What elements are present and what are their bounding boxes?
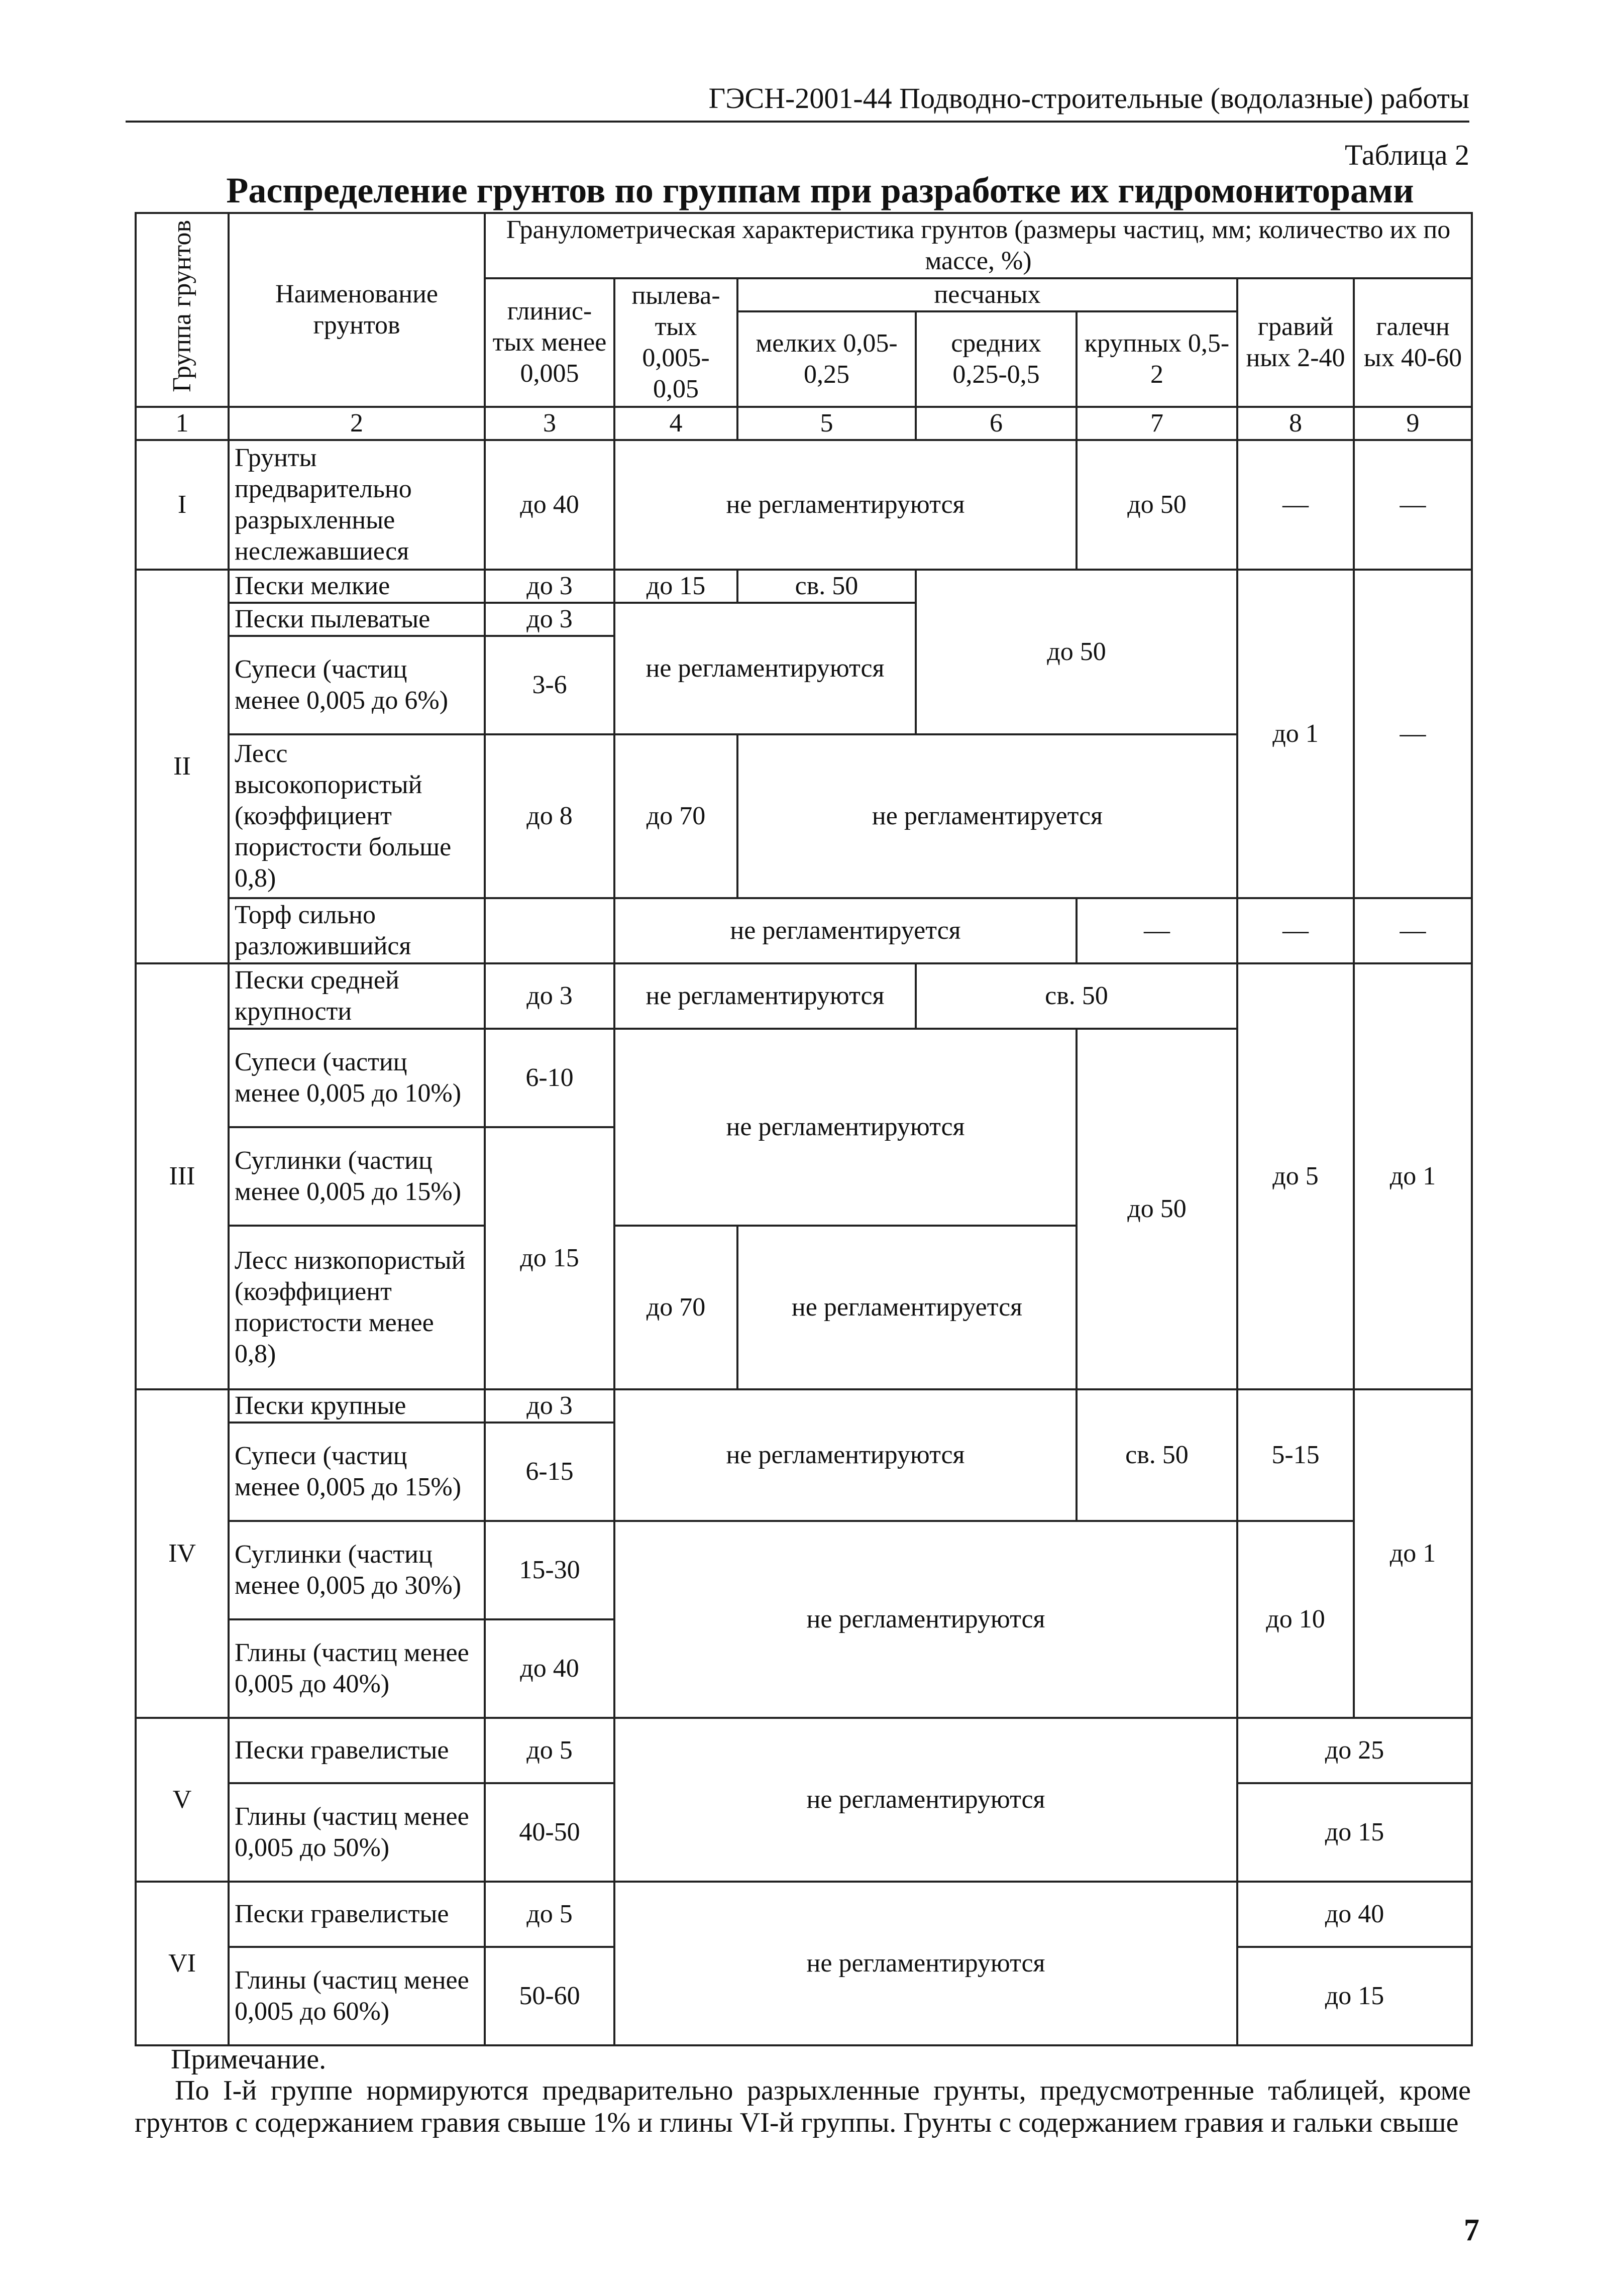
table-row (136, 570, 1472, 603)
cell: не регламентируются (614, 1718, 1237, 1882)
soil-name: Грунты предварительно разрыхленные неслежавшиеся (229, 440, 485, 570)
soil-name: Суглинки (частиц менее 0,005 до 15%) (229, 1127, 485, 1226)
soil-name: Торф сильно разложившийся (229, 898, 485, 963)
col-num: 8 (1237, 407, 1354, 440)
cell: до 15 (1237, 1783, 1472, 1882)
soil-name: Пески пылеватые (229, 603, 485, 636)
cell: до 8 (485, 734, 614, 898)
table-number: Таблица 2 (1344, 139, 1469, 171)
cell: 6-15 (485, 1423, 614, 1521)
cell: до 10 (1237, 1521, 1354, 1718)
cell: до 3 (485, 963, 614, 1029)
table-row (136, 440, 1472, 570)
header-name: Наименование грунтов (229, 213, 485, 407)
cell: до 40 (1237, 1882, 1472, 1947)
soil-name: Глины (частиц менее 0,005 до 50%) (229, 1783, 485, 1882)
col-num: 5 (737, 407, 916, 440)
cell: до 5 (485, 1882, 614, 1947)
note-title: Примечание. (171, 2044, 327, 2075)
group-label: V (136, 1718, 229, 1882)
soil-name: Глины (частиц менее 0,005 до 40%) (229, 1619, 485, 1718)
soil-name: Суглинки (частиц менее 0,005 до 30%) (229, 1521, 485, 1619)
group-label: I (136, 440, 229, 570)
soil-name: Супеси (частиц менее 0,005 до 15%) (229, 1423, 485, 1521)
cell: не регламентируются (614, 1029, 1077, 1226)
page-number: 7 (1464, 2213, 1479, 2247)
cell: св. 50 (916, 963, 1237, 1029)
header-sand-coarse: крупных 0,5-2 (1077, 311, 1237, 407)
soil-name: Пески мелкие (229, 570, 485, 603)
soil-name: Лесс низкопористый (коэффициент пористости менее 0,8) (229, 1226, 485, 1389)
cell: до 5 (485, 1718, 614, 1783)
cell: до 5 (1237, 963, 1354, 1389)
header-sand: песчаных (737, 278, 1237, 311)
cell: — (1077, 898, 1237, 963)
header-sand-medium: средних 0,25-0,5 (916, 311, 1077, 407)
soil-name: Супеси (частиц менее 0,005 до 10%) (229, 1029, 485, 1127)
soil-name: Пески крупные (229, 1389, 485, 1423)
header-group: Группа грунтов (136, 213, 229, 407)
cell: до 40 (485, 440, 614, 570)
cell: 40-50 (485, 1783, 614, 1882)
col-num: 2 (229, 407, 485, 440)
header-granulometry: Гранулометрическая характеристика грунтов (размеры частиц, мм; количество их по массе, %) (485, 213, 1472, 278)
cell: 6-10 (485, 1029, 614, 1127)
document-header: ГЭСН-2001-44 Подводно-строительные (водолазные) работы (126, 80, 1469, 123)
soil-name: Лесс высокопористый (коэффициент пористости больше 0,8) (229, 734, 485, 898)
cell: до 15 (614, 570, 737, 603)
soil-name: Пески гравелистые (229, 1718, 485, 1783)
table-row (136, 1521, 1472, 1619)
table-row (136, 1882, 1472, 1947)
header-pebble: галечн ых 40-60 (1354, 278, 1472, 407)
cell: до 50 (916, 570, 1237, 734)
group-label: IV (136, 1389, 229, 1718)
cell: — (1354, 898, 1472, 963)
table-row (136, 1718, 1472, 1783)
cell: св. 50 (1077, 1389, 1237, 1521)
cell: не регламентируются (614, 1521, 1237, 1718)
cell: не регламентируются (614, 963, 916, 1029)
cell (485, 898, 614, 963)
soil-name: Пески гравелистые (229, 1882, 485, 1947)
cell: до 70 (614, 1226, 737, 1389)
cell: 5-15 (1237, 1389, 1354, 1521)
header-clay: глинис-тых менее 0,005 (485, 278, 614, 407)
cell: до 50 (1077, 440, 1237, 570)
cell: не регламентируется (737, 1226, 1077, 1389)
col-num: 7 (1077, 407, 1237, 440)
column-number-row (136, 407, 1472, 440)
group-label: VI (136, 1882, 229, 2045)
cell: до 1 (1354, 963, 1472, 1389)
header-sand-fine: мелких 0,05-0,25 (737, 311, 916, 407)
soil-name: Супеси (частиц менее 0,005 до 6%) (229, 636, 485, 734)
cell: до 3 (485, 1389, 614, 1423)
cell: до 3 (485, 570, 614, 603)
cell: до 15 (1237, 1947, 1472, 2045)
cell: — (1354, 570, 1472, 898)
cell: не регламентируются (614, 603, 916, 734)
table-row (136, 963, 1472, 1029)
col-num: 1 (136, 407, 229, 440)
col-num: 4 (614, 407, 737, 440)
cell: до 70 (614, 734, 737, 898)
soil-groups-table (135, 212, 1473, 2046)
cell: не регламентируется (737, 734, 1237, 898)
table-title: Распределение грунтов по группам при разработке их гидромониторами (226, 170, 1414, 210)
cell: не регламентируются (614, 1882, 1237, 2045)
group-label: III (136, 963, 229, 1389)
soil-name: Пески средней крупности (229, 963, 485, 1029)
col-num: 3 (485, 407, 614, 440)
cell: — (1237, 440, 1354, 570)
cell: 3-6 (485, 636, 614, 734)
soil-name: Глины (частиц менее 0,005 до 60%) (229, 1947, 485, 2045)
cell: не регламентируется (614, 898, 1077, 963)
cell: до 50 (1077, 1029, 1237, 1389)
table-row (136, 1389, 1472, 1423)
cell: до 1 (1237, 570, 1354, 898)
cell: до 3 (485, 603, 614, 636)
cell: 15-30 (485, 1521, 614, 1619)
cell: до 25 (1237, 1718, 1472, 1783)
cell: св. 50 (737, 570, 916, 603)
col-num: 6 (916, 407, 1077, 440)
cell: не регламентируются (614, 440, 1077, 570)
header-silt: пылева-тых 0,005-0,05 (614, 278, 737, 407)
table-row (136, 898, 1472, 963)
col-num: 9 (1354, 407, 1472, 440)
cell: — (1237, 898, 1354, 963)
cell: до 40 (485, 1619, 614, 1718)
header-gravel: гравий ных 2-40 (1237, 278, 1354, 407)
group-label: II (136, 570, 229, 963)
cell: 50-60 (485, 1947, 614, 2045)
cell: — (1354, 440, 1472, 570)
cell: до 15 (485, 1127, 614, 1389)
note-text: По I-й группе нормируются предварительно разрыхленные грунты, предусмотренные таблицей, кроме грунтов с содержанием гравия свыше 1% и глины VI-й группы. Грунты с содержанием гравия и гальки свыше (135, 2075, 1471, 2138)
cell: не регламентируются (614, 1389, 1077, 1521)
cell: до 1 (1354, 1389, 1472, 1718)
